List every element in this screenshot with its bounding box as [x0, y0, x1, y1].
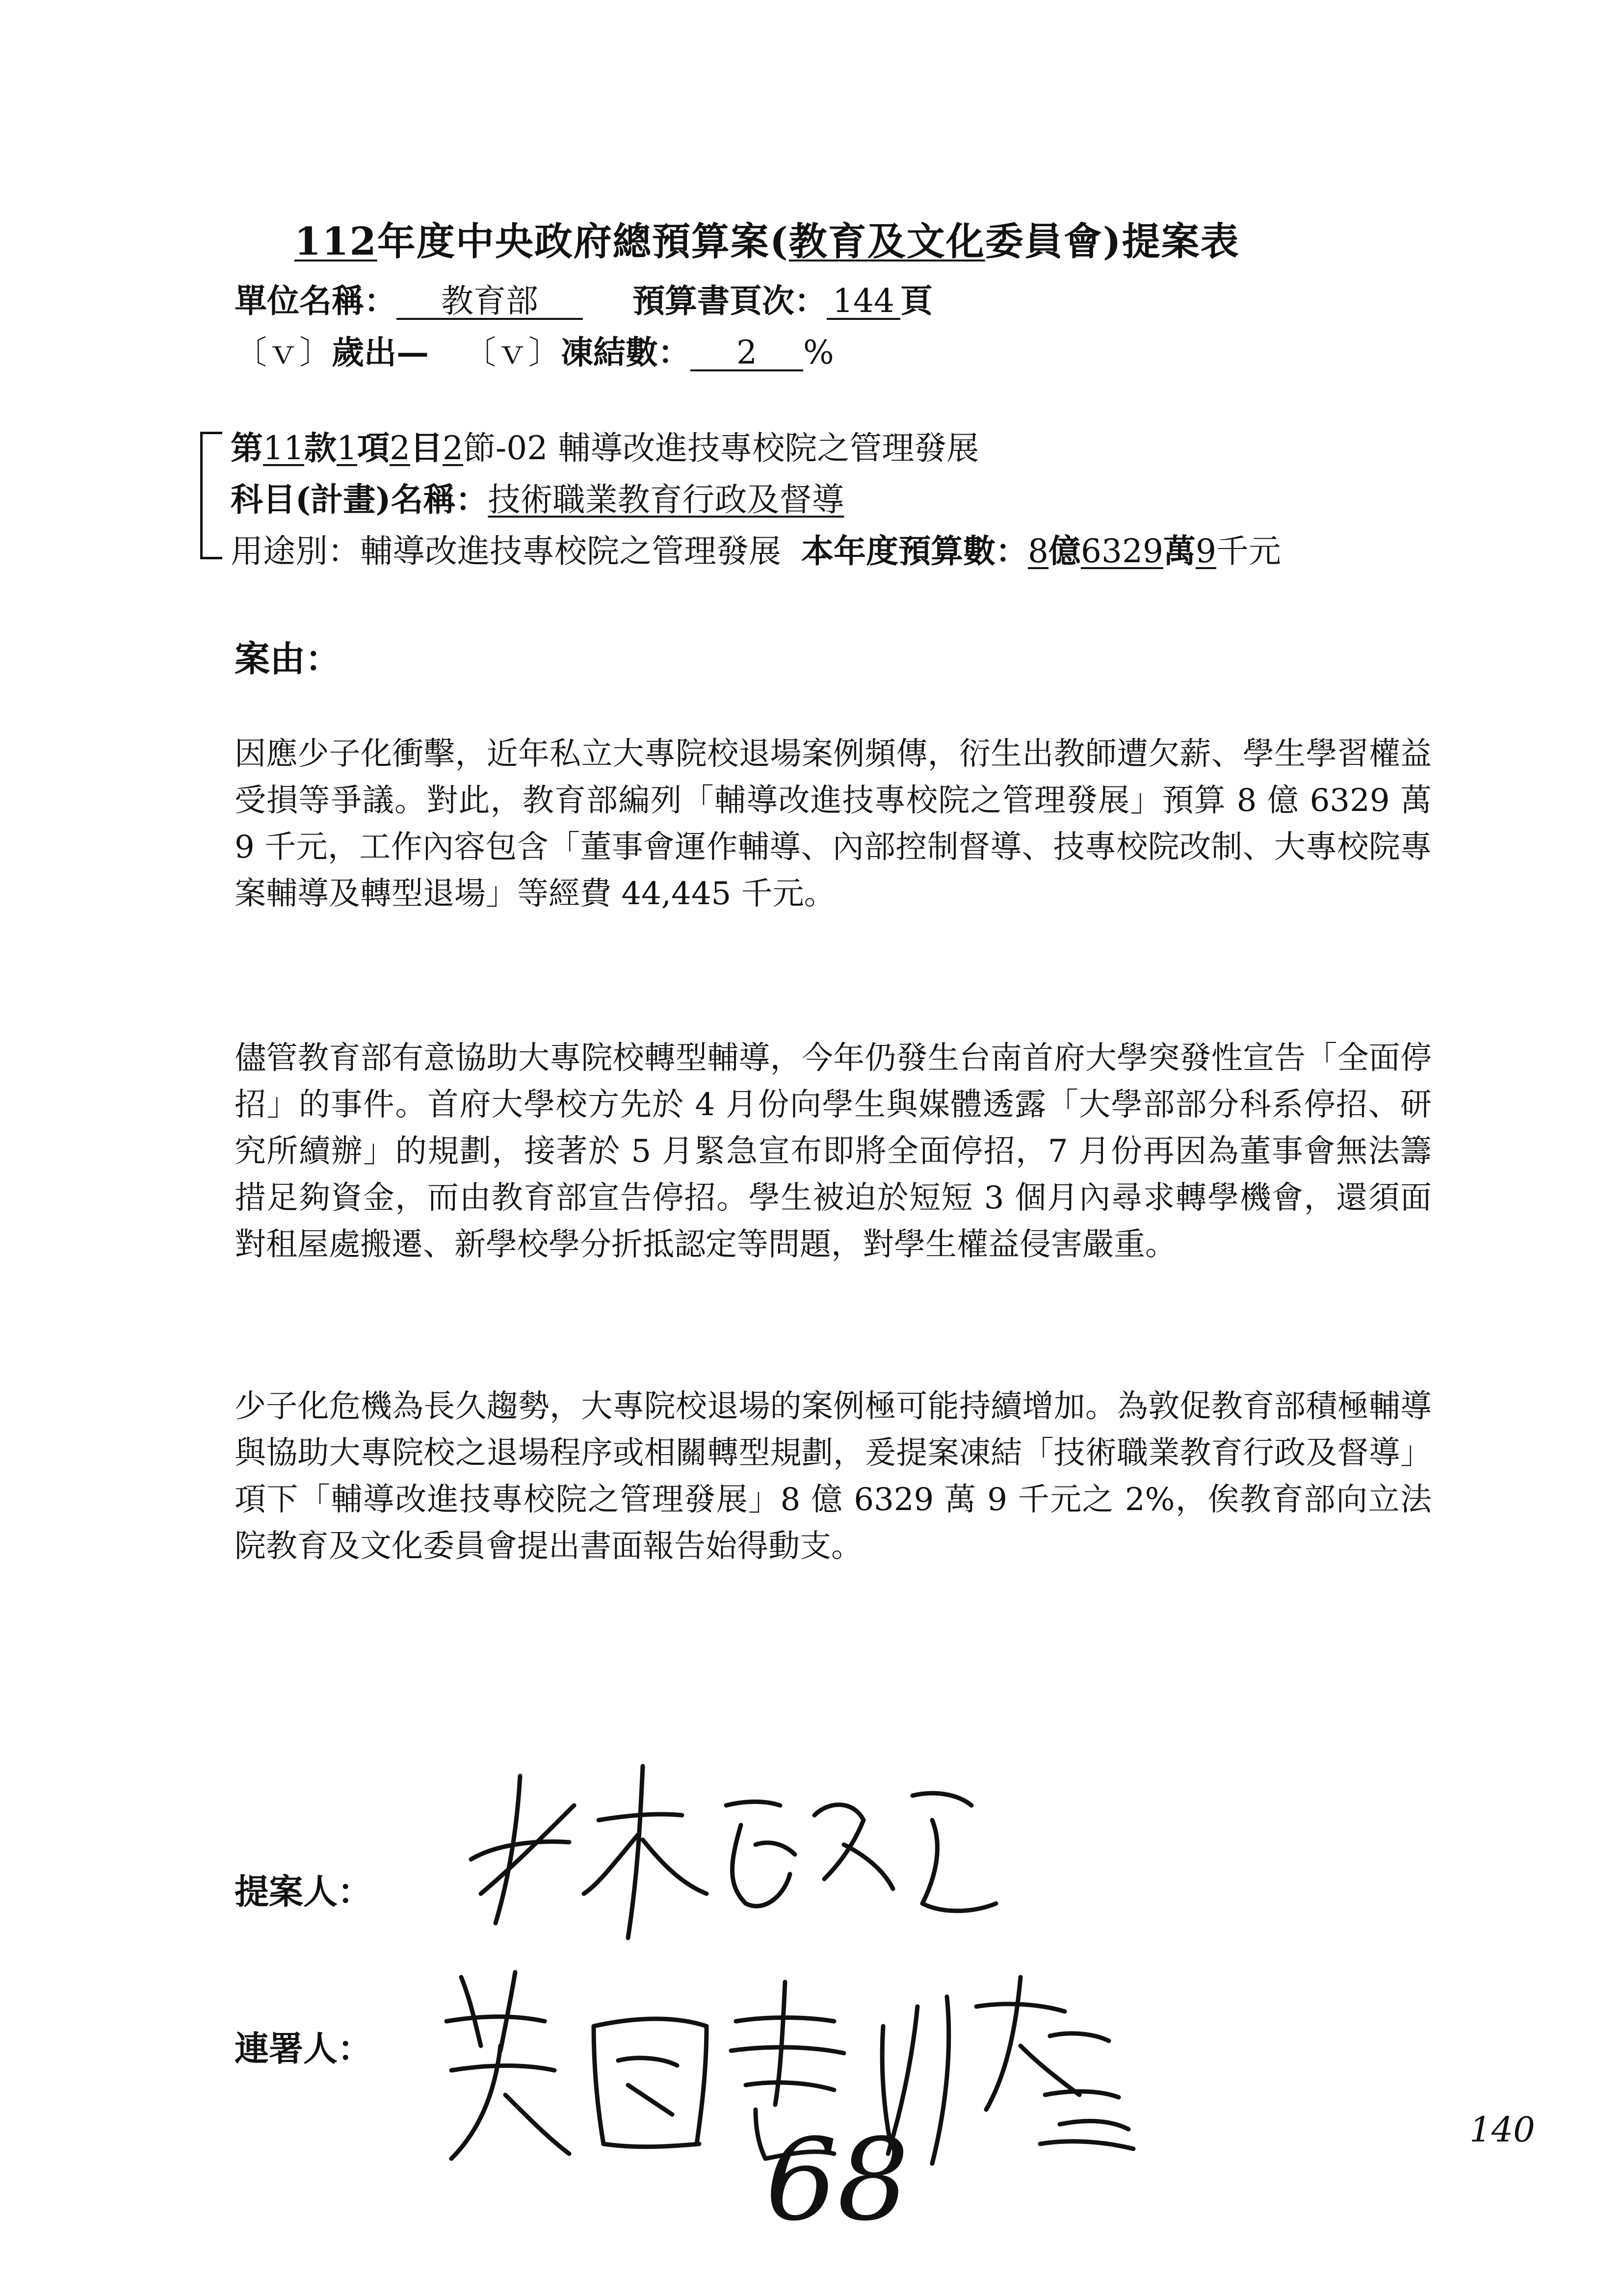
yi-label: 億 [1048, 532, 1081, 570]
mu-label: 目 [410, 429, 443, 467]
title-year: 112 [294, 219, 377, 264]
handwritten-number: 68 [765, 2115, 909, 2246]
freeze-value: 2 [690, 336, 803, 371]
page-value: 144 [827, 284, 900, 320]
reason-paragraph-1: 因應少子化衝擊，近年私立大專院校退場案例頻傳，衍生出教師遭欠薪、學生學習權益受損等爭議。對此，教育部編列「輔導改進技專校院之管理發展」預算 8 億 6329 萬 9 千元，工作內容包含「董事會運作輔導、內部控制督導、技專校院改制、大專校院專案輔導及轉型退場」等經費 44,445 千元。 [235, 736, 1432, 912]
document-title [294, 211, 1240, 266]
cosigner-label: 連署人： [235, 2028, 372, 2069]
expense-checkbox: 〔ｖ〕 [235, 334, 332, 371]
freeze-label: 凍結數： [560, 333, 690, 371]
freeze-row [235, 326, 834, 373]
unit-value: 教育部 [396, 284, 583, 320]
subject-value: 技術職業教育行政及督導 [488, 481, 844, 519]
use-label: 用途別：輔導改進技專校院之管理發展 [231, 532, 781, 570]
reason-paragraph-3: 少子化危機為長久趨勢，大專院校退場的案例極可能持續增加。為敦促教育部積極輔導與協助大專院校之退場程序或相關轉型規劃，爰提案凍結「技術職業教育行政及督導」項下「輔導改進技專校院之管理發展」8 億 6329 萬 9 千元之 2%，俟教育部向立法院教育及文化委員會提出書面報告始得動支。 [235, 1388, 1432, 1565]
proposer-signature [451, 1747, 1021, 1953]
budget-bracket [200, 432, 222, 559]
jie-number: 2 [442, 429, 463, 467]
amount-yi: 8 [1027, 532, 1048, 570]
reason-paragraph-2: 儘管教育部有意協助大專院校轉型輔導，今年仍發生台南首府大學突發性宣告「全面停招」的事件。首府大學校方先於 4 月份向學生與媒體透露「大學部部分科系停招、研究所續辦」的規劃，接著於 5 月緊急宣布即將全面停招，7 月份再因為董事會無法籌措足夠資金，而由教育部宣告停招。學生被迫於短短 3 個月內尋求轉學機會，還須面對租屋處搬遷、新學校學分折抵認定等問題，對學生權益侵害嚴重。 [235, 1040, 1432, 1263]
use-line [231, 525, 1281, 572]
amount-qian: 9 [1195, 532, 1216, 570]
kuan-label: 款 [304, 429, 337, 467]
page-label: 預算書頁次： [632, 282, 827, 320]
unit-label: 單位名稱： [235, 282, 396, 320]
title-end: 委員會)提案表 [985, 219, 1240, 264]
unit-row [235, 275, 933, 321]
mu-number: 2 [389, 429, 410, 467]
freeze-checkbox: 〔ｖ〕 [463, 334, 561, 371]
reason-heading: 案由： [235, 638, 341, 679]
di-label: 第 [231, 429, 263, 467]
wan-label: 萬 [1163, 532, 1196, 570]
proposer-label: 提案人： [235, 1871, 372, 1912]
amount-wan: 6329 [1080, 532, 1163, 570]
subject-line [231, 473, 844, 520]
jie-description: 節-02 輔導改進技專校院之管理發展 [463, 429, 979, 467]
title-committee: 教育及文化 [788, 219, 985, 264]
page-suffix: 頁 [900, 282, 933, 320]
subject-label: 科目(計畫)名稱： [231, 480, 488, 519]
title-middle: 年度中央政府總預算案( [377, 219, 789, 264]
xiang-number: 1 [336, 429, 357, 467]
amount-label: 本年度預算數： [801, 532, 1028, 570]
freeze-unit: % [803, 334, 834, 371]
qian-yuan-label: 千元 [1216, 532, 1281, 570]
kuan-number: 11 [263, 429, 304, 467]
xiang-label: 項 [357, 429, 390, 467]
budget-section-line [231, 422, 979, 469]
page-mark: 140 [1469, 2110, 1535, 2150]
expense-label: 歲出— [332, 333, 429, 371]
